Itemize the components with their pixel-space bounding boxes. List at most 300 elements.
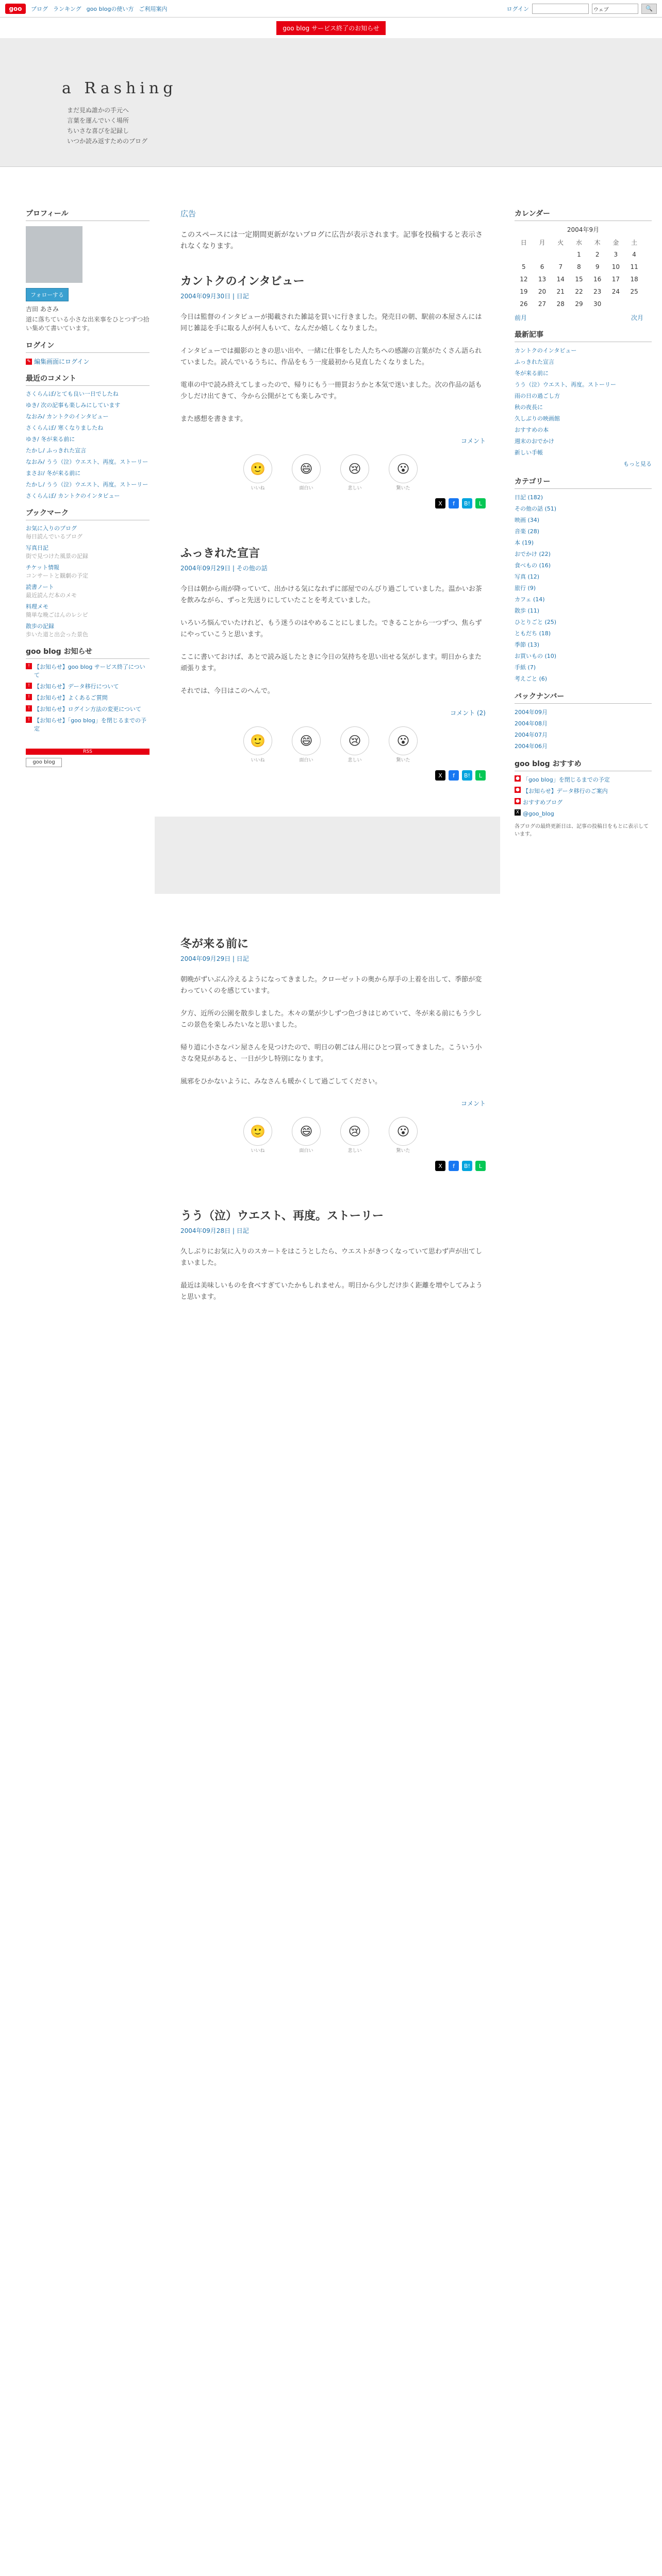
line-share-icon[interactable]: L [475, 770, 486, 781]
comment-author[interactable]: さくらんぼ [26, 493, 54, 499]
goo-recommend-heading: goo blog おすすめ [515, 758, 652, 771]
top-nav-link[interactable]: ご利用案内 [139, 5, 168, 12]
list-item [515, 493, 652, 502]
reaction-button[interactable] [388, 1117, 419, 1154]
recent-comments-heading: 最近のコメント [26, 373, 150, 386]
top-nav-link[interactable]: ランキング [53, 5, 81, 12]
recommend-note: 各ブログの最終更新日は、記事の投稿日をもとに表示しています。 [515, 824, 649, 837]
notice-link[interactable]: 【お知らせ】データ移行について [34, 683, 119, 690]
line-share-icon[interactable]: L [475, 1161, 486, 1171]
more-link [515, 460, 652, 468]
service-notice-link[interactable]: goo blog サービス終了のお知らせ [276, 21, 385, 35]
category-link[interactable]: 日記 (182) [515, 494, 543, 501]
calendar-day: 1 [577, 251, 581, 258]
recent-post-link[interactable]: 週末のおでかけ [515, 438, 554, 445]
list-item [26, 401, 150, 410]
post-paragraph: 今日は監督のインタビューが掲載された雑誌を買いに行きました。発売日の朝、駅前の本屋さんには同じ雑誌を手に取る人が何人もいて、なんだか嬉しくなりました。 [180, 313, 482, 332]
sad-icon: 😢 [340, 1117, 369, 1146]
category-link[interactable]: 音楽 (28) [515, 528, 540, 535]
comment-author[interactable]: ゆき [26, 436, 37, 443]
next-month-link[interactable]: 次月 [631, 314, 643, 321]
bullet-icon: ● [515, 798, 521, 804]
login-row [26, 357, 150, 366]
content-wrap [0, 167, 662, 1339]
calendar-day: 3 [614, 251, 618, 258]
search-input[interactable] [532, 4, 589, 14]
reaction-button[interactable] [388, 454, 419, 491]
recommend-link[interactable]: おすすめブログ [523, 799, 563, 806]
category-link[interactable]: おでかけ (22) [515, 551, 551, 557]
category-link[interactable]: 季節 (13) [515, 641, 540, 648]
share-buttons [180, 770, 486, 781]
list-item [26, 683, 150, 691]
recent-post-link[interactable]: ふっきれた宣言 [515, 359, 554, 365]
list-item [26, 705, 150, 714]
calendar-day [515, 248, 533, 261]
post-paragraph: 最近は美味しいものを食べすぎていたかもしれません。明日から少しだけ歩く距離を増やしてみようと思います。 [180, 1282, 483, 1301]
list-item [515, 346, 652, 355]
post-body [180, 1246, 486, 1303]
bookmark-desc: 歩いた道と出会った景色 [26, 631, 88, 638]
bookmark-link[interactable]: 写真日記 [26, 545, 48, 551]
post-paragraph: 今日は朝から雨が降っていて、出かける気になれずに部屋でのんびり過ごしていました。温かいお茶を飲みながら、ずっと先送りにしていたことを考えていました。 [180, 585, 482, 604]
site-description [67, 105, 147, 146]
profile-text: 道に落ちている小さな出来事をひとつずつ拾い集めて書いています。 [26, 316, 150, 332]
calendar-day [607, 298, 625, 310]
x-share-icon[interactable]: X [435, 770, 445, 781]
calendar-day: 11 [630, 263, 638, 270]
weekday: 土 [631, 239, 638, 246]
post-title[interactable]: カントクのインタビュー [180, 275, 305, 288]
calendar-day: 12 [520, 276, 528, 283]
reaction-label: いいね [251, 758, 265, 763]
backnumber-link[interactable]: 2004年08月 [515, 720, 548, 727]
line-share-icon[interactable]: L [475, 498, 486, 509]
surprised-icon: 😮 [389, 454, 418, 483]
smile-icon: 🙂 [243, 726, 272, 755]
list-item [26, 424, 150, 432]
list-item [515, 798, 652, 807]
login-link[interactable]: ログイン [506, 5, 529, 12]
list-item [515, 731, 652, 740]
list-item [26, 413, 150, 421]
bullet-icon: ● [515, 775, 521, 782]
comment-author[interactable]: たかし [26, 447, 43, 454]
reaction-label: 悲しい [347, 486, 362, 491]
calendar-day: 14 [556, 276, 565, 283]
site-title[interactable]: a Rashing [62, 79, 177, 97]
list-item [26, 622, 150, 639]
backnumber-link[interactable]: 2004年07月 [515, 732, 548, 738]
blog-post [180, 935, 486, 1171]
list-item [26, 458, 150, 466]
list-item [515, 550, 652, 559]
calendar-day: 21 [556, 288, 565, 295]
site-description-line: ちいさな喜びを記録し [67, 127, 129, 134]
facebook-share-icon[interactable]: f [449, 498, 459, 509]
calendar-week [515, 261, 643, 273]
follow-button[interactable]: フォローする [26, 288, 69, 301]
reaction-label: 面白い [299, 486, 313, 491]
bookmark-desc: コンサートと観劇の予定 [26, 572, 88, 579]
reaction-label: いいね [251, 486, 265, 491]
reaction-label: 悲しい [347, 1148, 362, 1154]
site-description-line: いつか読み返すためのブログ [67, 138, 148, 145]
list-item [515, 369, 652, 378]
list-item [26, 694, 150, 702]
ad-notice-text: このスペースには一定期間更新がないブログに広告が表示されます。記事を投稿すると表示されなくなります。 [180, 231, 483, 250]
reaction-button[interactable] [339, 726, 370, 763]
facebook-share-icon[interactable]: f [449, 770, 459, 781]
calendar-day: 7 [558, 263, 563, 270]
list-item [515, 584, 652, 593]
bookmarks-list [26, 524, 150, 639]
topbar [0, 0, 662, 18]
calendar [515, 236, 643, 310]
recent-posts-heading: 最新記事 [515, 329, 652, 342]
list-item [515, 358, 652, 367]
backnumber-heading: バックナンバー [515, 691, 652, 704]
reaction-button[interactable] [242, 454, 273, 491]
category-link[interactable]: 散歩 (11) [515, 607, 540, 614]
list-item [515, 572, 652, 582]
admin-login-link[interactable]: 編集画面にログイン [34, 358, 90, 365]
reaction-label: 驚いた [396, 1148, 410, 1154]
calendar-day: 17 [611, 276, 620, 283]
comment-post-link[interactable]: /とても良い一日でしたね [54, 391, 119, 397]
list-item [515, 742, 652, 751]
list-item [515, 437, 652, 446]
comment-post-link[interactable]: / 次の記事も楽しみにしています [37, 402, 121, 409]
category-link[interactable]: 食べもの (16) [515, 562, 551, 569]
hatena-share-icon[interactable]: B! [462, 770, 472, 781]
prev-month-link[interactable]: 前月 [515, 314, 527, 321]
comment-author[interactable]: まさお [26, 470, 43, 477]
category-link[interactable]: 考えごと (6) [515, 675, 548, 682]
surprised-icon: 😮 [389, 1117, 418, 1146]
comment-author[interactable]: たかし [26, 481, 43, 488]
list-item [515, 595, 652, 604]
comment-author[interactable]: ゆき [26, 402, 37, 409]
bullet-icon: ● [515, 787, 521, 793]
calendar-day: 24 [611, 288, 620, 295]
list-item [26, 492, 150, 500]
calendar-day: 28 [556, 300, 565, 308]
post-title[interactable]: 冬が来る前に [180, 938, 249, 951]
reaction-button[interactable] [242, 726, 273, 763]
recent-post-link[interactable]: カントクのインタビュー [515, 347, 577, 354]
calendar-day: 9 [595, 263, 600, 270]
calendar-day: 23 [593, 288, 602, 295]
calendar-day: 15 [575, 276, 583, 283]
comment-post-link[interactable]: / 冬が来る前に [43, 470, 81, 477]
more-posts-link[interactable]: もっと見る [623, 461, 652, 467]
calendar-weekdays [515, 236, 643, 248]
post-date[interactable]: 2004年09月29日 | 日記 [180, 955, 249, 962]
comment-post-link[interactable]: / 冬が来る前に [37, 436, 75, 443]
recent-comments-list [26, 390, 150, 500]
hatena-share-icon[interactable]: B! [462, 1161, 472, 1171]
post-body [180, 312, 486, 425]
calendar-week [515, 273, 643, 285]
comment-post-link[interactable]: / 寒くなりましたね [54, 425, 104, 431]
recent-post-link[interactable]: 新しい手帳 [515, 449, 543, 456]
category-link[interactable]: 本 (19) [515, 539, 534, 546]
post-body [180, 584, 486, 697]
bookmarks-heading: ブックマーク [26, 507, 150, 520]
category-link[interactable]: お買いもの (10) [515, 653, 557, 659]
comment-post-link[interactable]: / うう（泣）ウエスト、再度。ストーリー [43, 459, 148, 465]
categories-heading: カテゴリー [515, 476, 652, 489]
list-item [26, 524, 150, 541]
notice-link[interactable]: 【お知らせ】goo blog サービス終了について [34, 664, 145, 679]
x-share-icon[interactable]: X [435, 498, 445, 509]
x-share-icon[interactable]: X [435, 1161, 445, 1171]
weekday: 月 [539, 239, 545, 246]
list-item [515, 380, 652, 389]
category-link[interactable]: 映画 (34) [515, 517, 540, 523]
reaction-button[interactable] [291, 454, 322, 491]
badges [26, 749, 150, 767]
list-item [515, 708, 652, 717]
notice-icon: ! [26, 694, 32, 700]
comment-post-link[interactable]: / ふっきれた宣言 [43, 447, 87, 454]
post-title[interactable]: うう（泣）ウエスト、再度。ストーリー [180, 1210, 384, 1223]
search-button[interactable]: 🔍 [641, 4, 657, 14]
service-notice [0, 18, 662, 38]
list-item [26, 435, 150, 444]
post-paragraph: 久しぶりにお気に入りのスカートをはこうとしたら、ウエストがきつくなっていて思わず声が出てしまいました。 [180, 1248, 483, 1267]
bookmark-link[interactable]: チケット情報 [26, 564, 60, 571]
reaction-button[interactable] [339, 1117, 370, 1154]
calendar-day: 20 [538, 288, 547, 295]
bookmark-link[interactable]: 散歩の記録 [26, 623, 54, 630]
blog-post [180, 273, 486, 509]
list-item [26, 583, 150, 600]
recent-post-link[interactable]: 雨の日の過ごし方 [515, 393, 560, 399]
calendar-day: 27 [538, 300, 547, 308]
category-link[interactable]: 手紙 (7) [515, 664, 536, 671]
list-item [515, 640, 652, 650]
post-paragraph: それでは、今日はこのへんで。 [180, 687, 274, 695]
list-item [515, 414, 652, 423]
calendar-day: 18 [630, 276, 638, 283]
bookmark-link[interactable]: 読書ノート [26, 584, 54, 590]
pencil-icon: ✎ [26, 359, 32, 365]
post-date[interactable]: 2004年09月30日 | 日記 [180, 293, 249, 300]
category-link[interactable]: 旅行 (9) [515, 585, 536, 591]
list-item [515, 448, 652, 457]
reaction-label: 面白い [299, 758, 313, 763]
reaction-button[interactable] [388, 726, 419, 763]
bookmark-desc: 街で見つけた風景の記録 [26, 553, 88, 560]
site-description-line: 言葉を運んでいく場所 [67, 117, 129, 124]
post-paragraph: ここに書いておけば、あとで読み返したときに今日の気持ちを思い出せる気がします。明日からまた頑張ります。 [180, 653, 482, 672]
reaction-button[interactable] [339, 454, 370, 491]
blog-post [180, 545, 486, 781]
notice-icon: ! [26, 683, 32, 689]
list-item [515, 775, 652, 785]
post-body [180, 974, 486, 1088]
notice-link[interactable]: 【お知らせ】ログイン方法の変更について [34, 706, 141, 713]
hatena-share-icon[interactable]: B! [462, 498, 472, 509]
login-heading: ログイン [26, 340, 150, 353]
calendar-nav [515, 313, 643, 322]
category-link[interactable]: カフェ (14) [515, 596, 545, 603]
top-nav-link[interactable]: goo blogの使い方 [86, 5, 134, 12]
calendar-day: 2 [595, 251, 600, 258]
weekday: 木 [594, 239, 601, 246]
recent-post-link[interactable]: 久しぶりの映画館 [515, 415, 560, 422]
post-date[interactable]: 2004年09月28日 | 日記 [180, 1227, 249, 1234]
reaction-label: 驚いた [396, 486, 410, 491]
recent-post-link[interactable]: うう（泣）ウエスト、再度。ストーリー [515, 381, 617, 388]
list-item [26, 469, 150, 478]
calendar-day [551, 248, 570, 261]
rss-badge[interactable]: RSS [26, 749, 150, 755]
post-date[interactable]: 2004年09月29日 | その他の話 [180, 565, 268, 572]
calendar-week [515, 248, 643, 261]
calendar-day: 10 [611, 263, 620, 270]
list-item [515, 787, 652, 796]
ad-label[interactable]: 広告 [180, 209, 196, 218]
recent-post-link[interactable]: 冬が来る前に [515, 370, 549, 377]
reaction-button[interactable] [291, 1117, 322, 1154]
top-nav-link[interactable]: ブログ [31, 5, 48, 12]
reaction-buttons [242, 726, 486, 763]
calendar-day: 26 [520, 300, 528, 308]
list-item [26, 390, 150, 398]
list-item [515, 629, 652, 638]
sad-icon: 😢 [340, 454, 369, 483]
calendar-day [625, 298, 643, 310]
calendar-day: 19 [520, 288, 528, 295]
list-item [515, 392, 652, 401]
right-sidebar [500, 167, 662, 1339]
calendar-day: 22 [575, 288, 583, 295]
calendar-day: 5 [522, 263, 526, 270]
list-item [515, 663, 652, 672]
share-buttons [180, 498, 486, 509]
post-paragraph: 夕方、近所の公園を散歩しました。木々の葉が少しずつ色づきはじめていて、冬が来る前にもう少しこの景色を楽しみたいなと思いました。 [180, 1010, 482, 1029]
backnumber-link[interactable]: 2004年06月 [515, 743, 548, 750]
smile-icon: 🙂 [243, 454, 272, 483]
sad-icon: 😢 [340, 726, 369, 755]
list-item [515, 606, 652, 616]
profile-name[interactable]: 吉田 あさみ [26, 306, 59, 313]
post-paragraph: 帰り道に小さなパン屋さんを見つけたので、明日の朝ごはん用にひとつ買ってきました。こういう小さな発見があると、一日が少し特別になります。 [180, 1044, 482, 1063]
smile-icon: 🙂 [243, 1117, 272, 1146]
reaction-button[interactable] [242, 1117, 273, 1154]
comment-author[interactable]: さくらんぼ [26, 391, 54, 397]
category-link[interactable]: ひとりごと (25) [515, 619, 557, 625]
list-item [515, 504, 652, 514]
blog-post [180, 1207, 486, 1303]
goo-notice-list [26, 663, 150, 733]
recommend-link[interactable]: 【お知らせ】データ移行のご案内 [523, 788, 608, 794]
goo-blog-badge[interactable]: goo blog [26, 758, 62, 767]
calendar-day: 25 [630, 288, 638, 295]
list-item [515, 561, 652, 570]
category-link[interactable]: その他の話 (51) [515, 505, 557, 512]
list-item [515, 809, 652, 819]
list-item [26, 447, 150, 455]
backnumber-link[interactable]: 2004年09月 [515, 709, 548, 716]
list-item [515, 527, 652, 536]
comment-post-link[interactable]: / うう（泣）ウエスト、再度。ストーリー [43, 481, 148, 488]
comment-post-link[interactable]: / カントクのインタビュー [54, 493, 120, 499]
calendar-day: 6 [540, 263, 544, 270]
calendar-day: 13 [538, 276, 547, 283]
reaction-label: 悲しい [347, 758, 362, 763]
recommend-link[interactable]: 「goo blog」を閉じるまでの予定 [523, 776, 610, 783]
weekday: 水 [575, 239, 582, 246]
notice-link[interactable]: 【お知らせ】よくあるご質問 [34, 694, 108, 701]
comment-author[interactable]: なおみ [26, 459, 43, 465]
reaction-label: 驚いた [396, 758, 410, 763]
list-item [515, 652, 652, 661]
list-item [515, 618, 652, 627]
comment-post-link[interactable]: / カントクのインタビュー [43, 413, 109, 420]
category-link[interactable]: ともだち (18) [515, 630, 551, 637]
notice-icon: ! [26, 717, 32, 723]
list-item [26, 544, 150, 561]
recommend-link[interactable]: @goo_blog [523, 810, 554, 817]
top-nav [31, 5, 167, 13]
comment-link[interactable]: コメント [460, 437, 486, 445]
post-paragraph: 朝晩がずいぶん冷えるようになってきました。クローゼットの奥から厚手の上着を出して、季節が変わっていくのを感じています。 [180, 976, 482, 995]
facebook-share-icon[interactable]: f [449, 1161, 459, 1171]
calendar-heading: カレンダー [515, 208, 652, 221]
weekday: 金 [613, 239, 619, 246]
bookmark-desc: 最近読んだ本のメモ [26, 592, 77, 599]
list-item [515, 674, 652, 684]
bookmark-link[interactable]: 料理メモ [26, 603, 48, 610]
comment-author[interactable]: さくらんぼ [26, 425, 54, 431]
notice-link[interactable]: 【お知らせ】「goo blog」を閉じるまでの予定 [34, 717, 146, 732]
recent-post-link[interactable]: 秋の夜長に [515, 404, 543, 411]
section-divider [155, 817, 500, 894]
notice-icon: ! [26, 705, 32, 711]
post-paragraph: インタビューでは撮影のときの思い出や、一緒に仕事をした人たちへの感謝の言葉がたくさん語られていました。読んでいるうちに、作品をもう一度最初から見直したくなりました。 [180, 347, 482, 366]
reaction-label: いいね [251, 1148, 265, 1154]
list-item [515, 403, 652, 412]
top-right [507, 4, 657, 14]
recent-posts-list [515, 346, 652, 457]
reaction-button[interactable] [291, 726, 322, 763]
recent-post-link[interactable]: おすすめの本 [515, 427, 549, 433]
goo-notice-heading: goo blog お知らせ [26, 646, 150, 659]
calendar-day: 8 [577, 263, 581, 270]
share-buttons [180, 1161, 486, 1171]
post-title[interactable]: ふっきれた宣言 [180, 547, 260, 560]
main-column [155, 167, 500, 1339]
calendar-week [515, 285, 643, 298]
post-paragraph: 電車の中で読み終えてしまったので、帰りにもう一冊買おうかと本気で迷いました。次の作品の話も少しだけ出てきて、今から公開がとても楽しみです。 [180, 381, 482, 400]
calendar-week [515, 298, 643, 310]
goo-logo[interactable]: goo [5, 4, 26, 14]
post-paragraph: また感想を書きます。 [180, 415, 247, 423]
calendar-month: 2004年9月 [567, 226, 600, 233]
x-icon: X [515, 809, 521, 816]
bookmark-link[interactable]: お気に入りのブログ [26, 525, 77, 532]
comment-author[interactable]: なおみ [26, 413, 43, 420]
comment-link[interactable]: コメント (2) [450, 709, 486, 717]
comment-link[interactable]: コメント [460, 1100, 486, 1107]
category-link[interactable]: 写真 (12) [515, 573, 540, 580]
categories-list [515, 493, 652, 684]
search-scope-select[interactable]: ウェブ [592, 4, 638, 14]
